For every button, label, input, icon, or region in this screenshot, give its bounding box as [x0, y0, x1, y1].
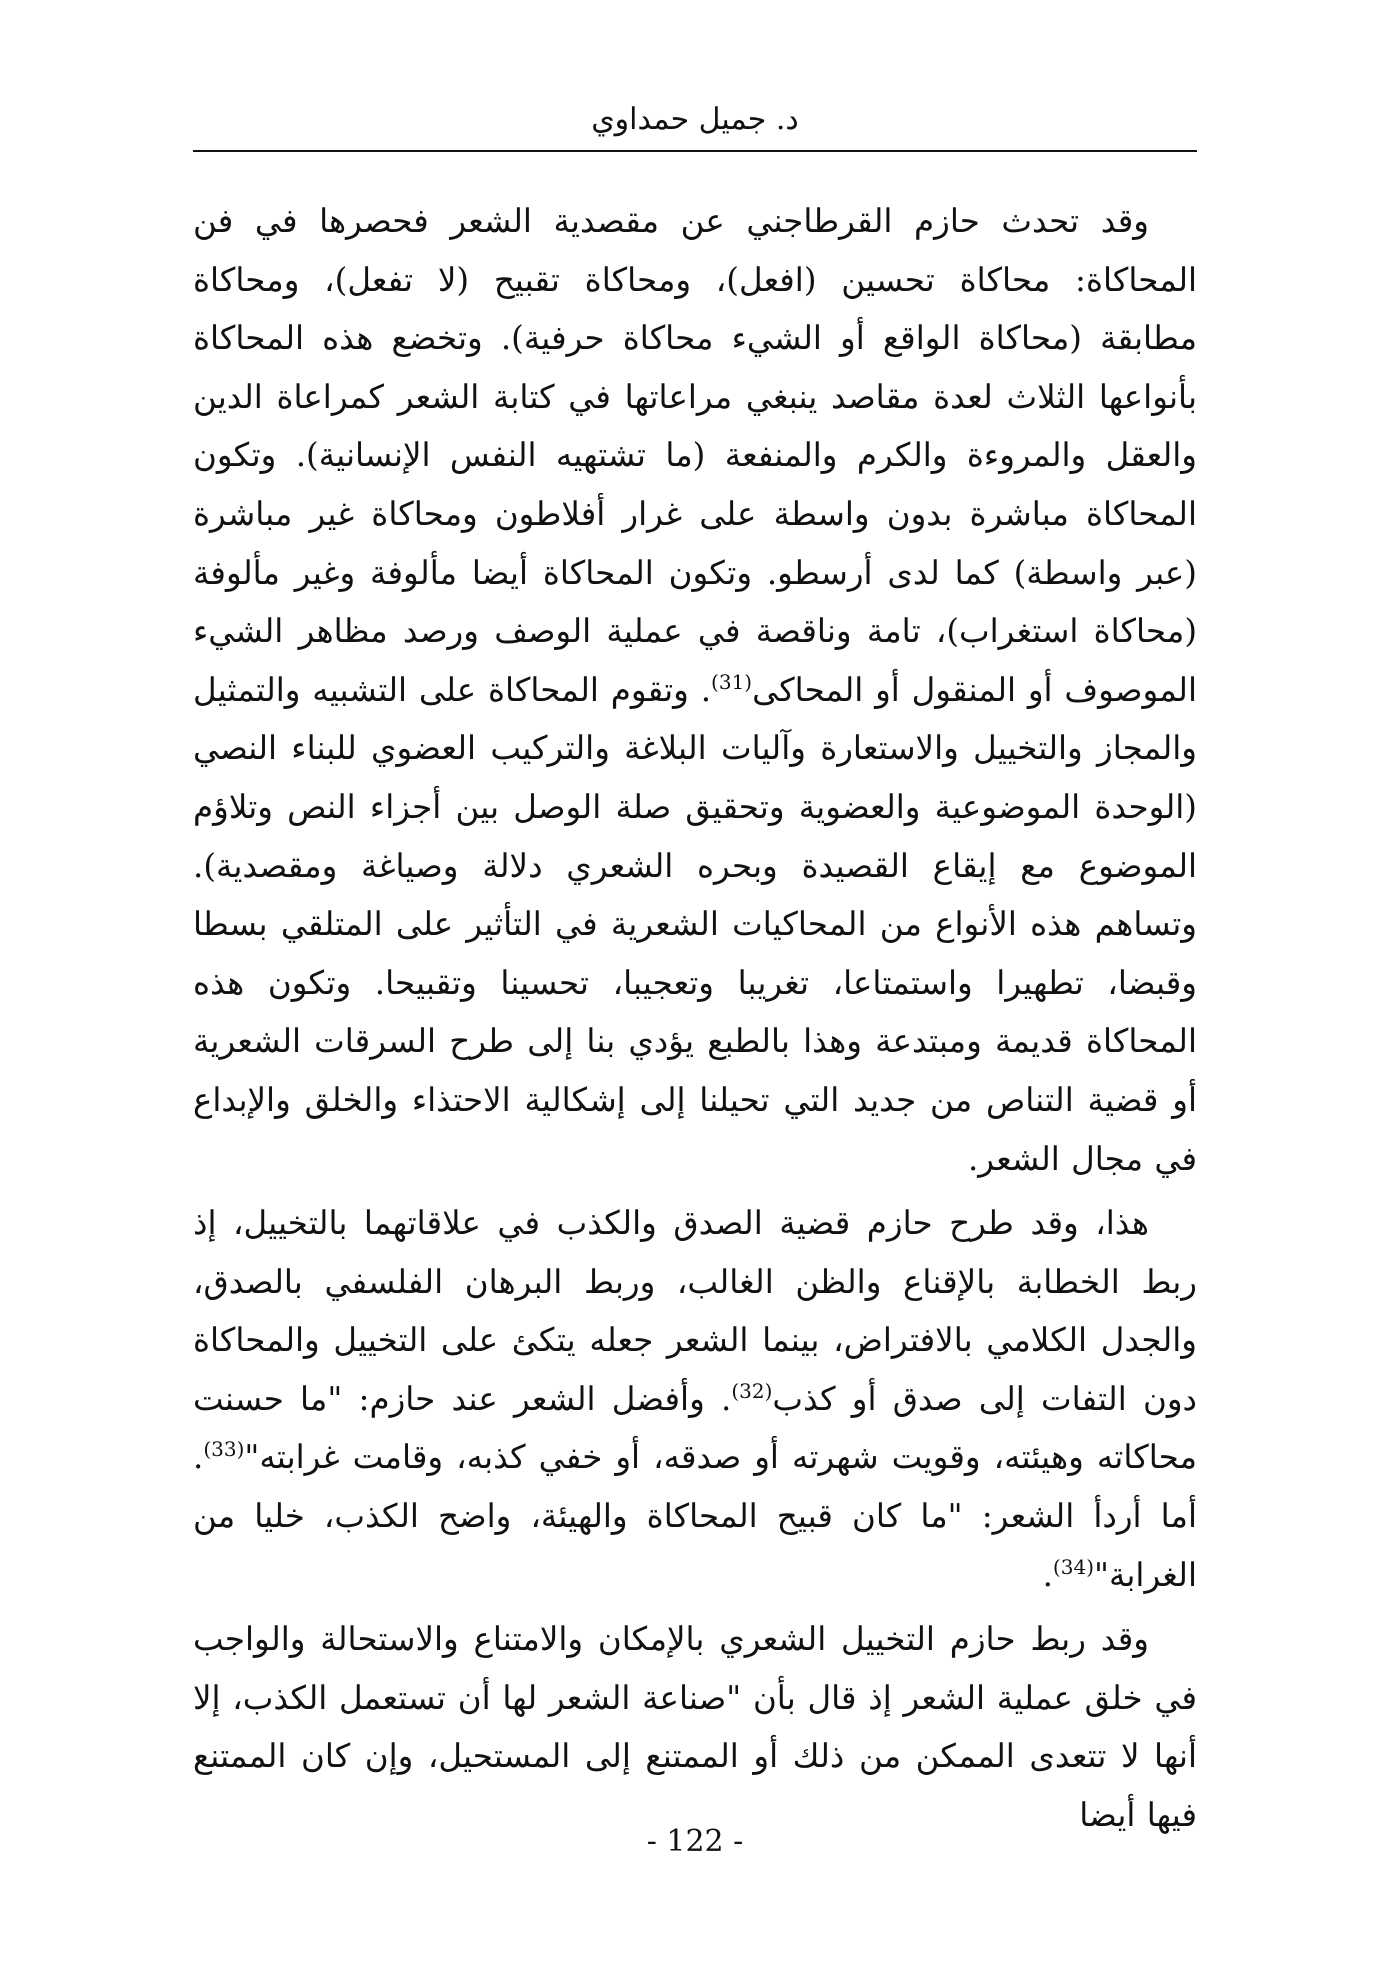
paragraph-sidq-kadhib: [193, 1194, 1197, 1604]
text-run: وقد ربط حازم التخييل الشعري بالإمكان والامتناع والاستحالة والواجب في خلق عملية الشعر إذ قال بأن "صناعة الشعر لها أن تستعمل الكذب، إلا أنها لا تتعدى الممكن من ذلك أو الممتنع إلى المستحيل، وإن كان الممتنع فيها أيضا: [193, 1620, 1197, 1835]
text-run: هذا، وقد طرح حازم قضية الصدق والكذب في علاقاتهما بالتخييل، إذ ربط الخطابة بالإقناع والظن الغالب، وربط البرهان الفلسفي بالصدق، والجدل الكلامي بالافتراض، بينما الشعر جعله يتكئ على التخييل والمحاكاة دون التفات إلى صدق أو كذب: [193, 1204, 1197, 1418]
main-text: [193, 192, 1197, 1851]
text-run: . أما أردأ الشعر: "ما كان قبيح المحاكاة والهيئة، واضح الكذب، خليا من الغرابة": [193, 1438, 1197, 1594]
paragraph-muhakat: [193, 192, 1197, 1188]
footnote-ref-31: (31): [711, 669, 753, 694]
header-divider: [193, 150, 1197, 152]
paragraph-imkan: [193, 1610, 1197, 1844]
footnote-ref-33: (33): [203, 1437, 245, 1462]
text-run: .: [1042, 1555, 1053, 1594]
text-run: . وأفضل الشعر عند حازم: "ما حسنت محاكاته وهيئته، وقويت شهرته أو صدقه، أو خفي كذبه، وقامت غرابته": [193, 1379, 1197, 1477]
text-run: . وتقوم المحاكاة على التشبيه والتمثيل والمجاز والتخييل والاستعارة وآليات البلاغة والتركيب العضوي للبناء النصي (الوحدة الموضوعية والعضوية وتحقيق صلة الوصل بين أجزاء النص وتلاؤم الموضوع مع إيقاع القصيدة وبحره الشعري دلالة وصياغة ومقصدية). وتساهم هذه الأنواع من المحاكيات الشعرية في التأثير على المتلقي بسطا وقبضا، تطهيرا واستمتاعا، تغريبا وتعجيبا، تحسينا وتقبيحا. وتكون هذه المحاكاة قديمة ومبتدعة وهذا بالطبع يؤدي بنا إلى طرح السرقات الشعرية أو قضية التناص من جديد التي تحيلنا إلى إشكالية الاحتذاء والخلق والإبداع في مجال الشعر.: [193, 670, 1198, 1178]
footnote-ref-34: (34): [1052, 1554, 1094, 1579]
page-number: - 122 -: [646, 1824, 744, 1859]
footnote-ref-32: (32): [731, 1379, 773, 1404]
text-run: وقد تحدث حازم القرطاجني عن مقصدية الشعر فحصرها في فن المحاكاة: محاكاة تحسين (افعل)، ومحاكاة تقبيح (لا تفعل)، ومحاكاة مطابقة (محاكاة الواقع أو الشيء محاكاة حرفية). وتخضع هذه المحاكاة بأنواعها الثلاث لعدة مقاصد ينبغي مراعاتها في كتابة الشعر كمراعاة الدين والعقل والمروءة والكرم والمنفعة (ما تشتهيه النفس الإنسانية). وتكون المحاكاة مباشرة بدون واسطة على غرار أفلاطون ومحاكاة غير مباشرة (عبر واسطة) كما لدى أرسطو. وتكون المحاكاة أيضا مألوفة وغير مألوفة (محاكاة استغراب)، تامة وناقصة في عملية الوصف ورصد مظاهر الشيء الموصوف أو المنقول أو المحاكى: [193, 202, 1197, 709]
running-header-author: د. جميل حمداوي: [591, 102, 799, 137]
